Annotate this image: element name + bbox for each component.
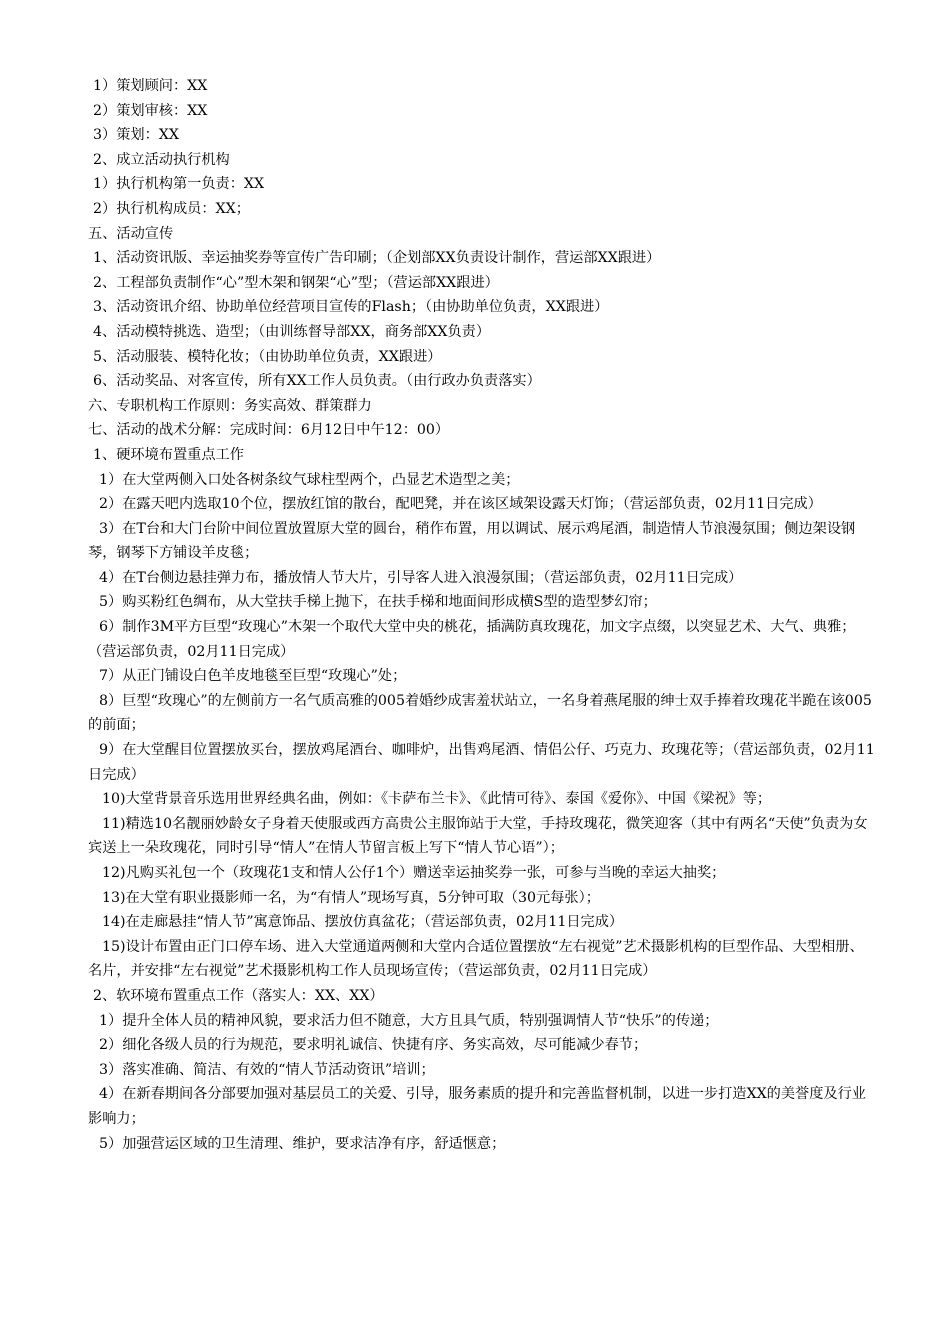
paragraph-line: 2、工程部负责制作“心”型木架和钢架“心”型；（营运部XX跟进） (93, 274, 499, 291)
paragraph-line: 3）策划：XX (93, 127, 179, 144)
paragraph-line: 13)在大堂有职业摄影师一名，为“有情人”现场写真，5分钟可取（30元每张）； (102, 889, 600, 906)
paragraph-line: 2）执行机构成员：XX； (93, 200, 250, 217)
paragraph-line: 1）执行机构第一负责：XX (93, 176, 265, 193)
paragraph-line: 2、成立活动执行机构 (93, 151, 230, 168)
paragraph-line: 2）在露天吧内选取10个位，摆放红馆的散台，配吧凳，并在该区域架设露天灯饰；（营运部负责，02月11日完成） (99, 496, 822, 513)
paragraph-line: 3、活动资讯介绍、协助单位经营项目宣传的Flash；（由协助单位负责，XX跟进） (93, 299, 609, 316)
paragraph-line: 6、活动奖品、对客宣传，所有XX工作人员负责。（由行政办负责落实） (93, 373, 541, 390)
paragraph-line: 4、活动模特挑选、造型；（由训练督导部XX，商务部XX负责） (93, 323, 491, 340)
paragraph-line: 3）在T台和大门台阶中间位置放置原大堂的圆台，稍作布置，用以调试、展示鸡尾酒，制造情人节浪漫氛围；侧边架设钢琴，钢琴下方铺设羊皮毯； (88, 520, 856, 562)
paragraph-line: 2、软环境布置重点工作（落实人：XX、XX） (93, 987, 384, 1004)
paragraph-line: 4）在T台侧边悬挂弹力布，播放情人节大片，引导客人进入浪漫氛围；（营运部负责，02月11日完成） (99, 569, 743, 586)
paragraph-line: 七、活动的战术分解：完成时间：6月12日中午12：00） (88, 422, 450, 439)
document-body (88, 74, 876, 1156)
paragraph-line: 1）策划顾问：XX (93, 78, 208, 94)
paragraph-line: 10)大堂背景音乐选用世界经典名曲，例如：《卡萨布兰卡》、《此情可待》、泰国《爱你》、中国《梁祝》等； (102, 791, 772, 808)
paragraph-line: 7）从正门铺设白色羊皮地毯至巨型“玫瑰心”处； (99, 668, 407, 685)
paragraph-line: 2）细化各级人员的行为规范，要求明礼诚信、快捷有序、务实高效，尽可能减少春节； (99, 1037, 648, 1054)
paragraph-line: 8）巨型“玫瑰心”的左侧前方一名气质高雅的005着婚纱成害羞状站立，一名身着燕尾服的绅士双手捧着玫瑰花半跪在该005的前面； (88, 692, 872, 734)
paragraph-line: 1）在大堂两侧入口处各树条纹气球柱型两个，凸显艺术造型之美； (99, 471, 520, 488)
paragraph-line: 6）制作3M平方巨型“玫瑰心”木架一个取代大堂中央的桃花，插满防真玫瑰花，加文字点缀，以突显艺术、大气、典雅；（营运部负责，02月11日完成） (88, 619, 856, 660)
paragraph-line: 11)精选10名靓丽妙龄女子身着天使服或西方高贵公主服饰站于大堂，手持玫瑰花，微笑迎客（其中有两名“天使”负责为女宾送上一朵玫瑰花，同时引导“情人”在情人节留言板上写下“情人节心语”）； (88, 815, 868, 857)
paragraph-line: 五、活动宣传 (88, 225, 174, 242)
paragraph-line: 1）提升全体人员的精神风貌，要求活力但不随意，大方且具气质，特别强调情人节“快乐”的传递； (99, 1012, 719, 1029)
paragraph-line: 1、活动资讯版、幸运抽奖券等宣传广告印刷；（企划部XX负责设计制作，营运部XX跟进） (93, 250, 661, 267)
paragraph-line: 12)凡购买礼包一个（玫瑰花1支和情人公仔1个）赠送幸运抽奖券一张，可参与当晚的幸运大抽奖； (102, 865, 726, 881)
paragraph-line: 5）加强营运区域的卫生清理、维护，要求洁净有序，舒适惬意； (99, 1135, 506, 1152)
paragraph-line: 14)在走廊悬挂“情人节”寓意饰品、摆放仿真盆花；（营运部负责，02月11日完成） (102, 914, 624, 931)
paragraph-line: 15)设计布置由正门口停车场、进入大堂通道两侧和大堂内合适位置摆放“左右视觉”艺术摄影机构的巨型作品、大型相册、名片，并安排“左右视觉”艺术摄影机构工作人员现场宣传；（营运部负责，02月11日完成） (88, 938, 864, 980)
paragraph-line: 4）在新春期间各分部要加强对基层员工的关爱、引导，服务素质的提升和完善监督机制，以进一步打造XX的美誉度及行业影响力； (88, 1086, 866, 1127)
paragraph-line: 3）落实准确、简洁、有效的“情人节活动资讯”培训； (99, 1061, 435, 1078)
paragraph-line: 1、硬环境布置重点工作 (93, 446, 244, 463)
paragraph-line: 2）策划审核：XX (93, 102, 208, 119)
paragraph-line: 9）在大堂醒目位置摆放买台，摆放鸡尾酒台、咖啡炉，出售鸡尾酒、情侣公仔、巧克力、玫瑰花等；（营运部负责，02月11日完成） (88, 742, 875, 783)
paragraph-line: 5、活动服装、模特化妆；（由协助单位负责，XX跟进） (93, 348, 442, 365)
paragraph-line: 5）购买粉红色绸布，从大堂扶手梯上抛下，在扶手梯和地面间形成横S型的造型梦幻帘； (99, 594, 657, 611)
paragraph-line: 六、专职机构工作原则：务实高效、群策群力 (88, 397, 372, 414)
